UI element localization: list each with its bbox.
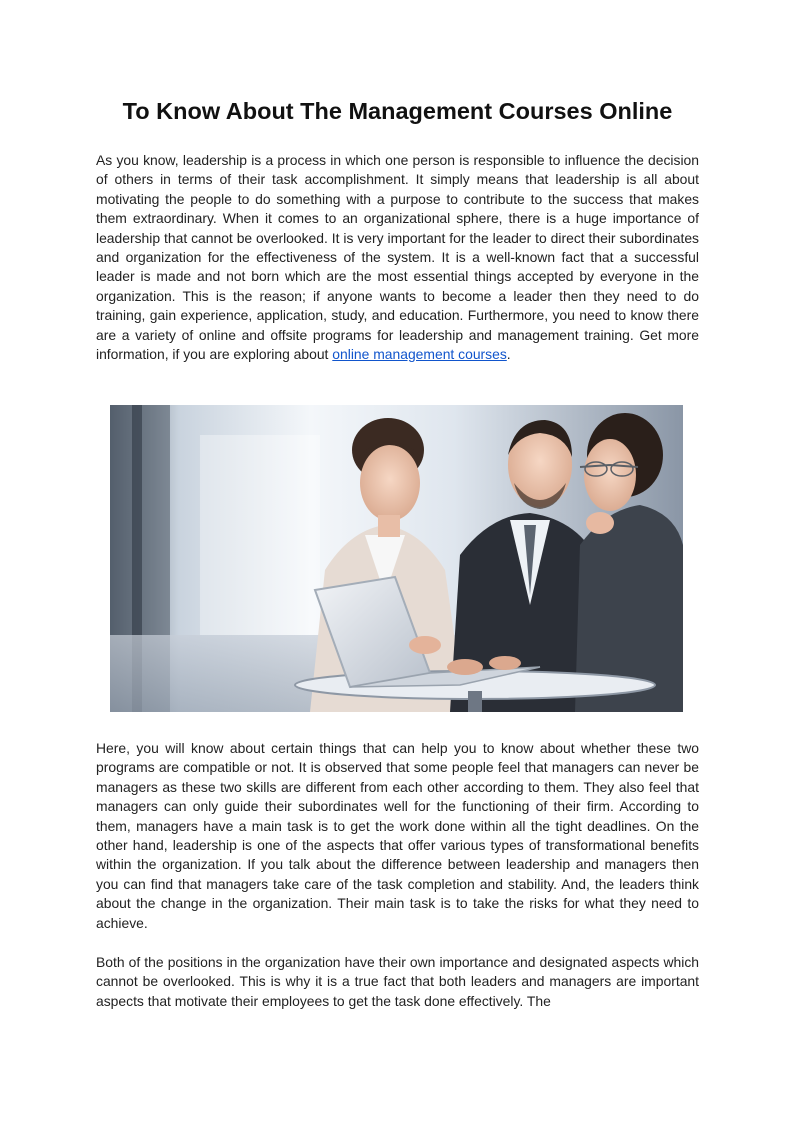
page-title: To Know About The Management Courses Online (122, 98, 673, 124)
paragraph-comparison: Here, you will know about certain things that can help you to know about whether these two programs are compatible or not. It is observed that some people feel that managers can never be managers as these two skills are different from each other according to them. They also feel that managers can only guide their subordinates well for the functioning of their firm. According to them, managers have a main task is to get the work done within all the tight deadlines. On the other hand, leadership is one of the aspects that offer various types of transformational benefits within the organization. If you talk about the difference between leadership and managers then you can find that managers take care of the task completion and stability. And, the leaders think about the change in the organization. Their main task is to take the risks for what they need to achieve. (96, 740, 699, 931)
paragraph-intro-text: As you know, leadership is a process in which one person is responsible to influence the decision of others in terms of their task accomplishment. It simply means that leadership is all about motivating the people to do something with a purpose to contribute to the success that makes them extraordinary. When it comes to an organizational sphere, there is a huge importance of leadership that cannot be overlooked. It is very important for the leader to direct their subordinates and organization for the effectiveness of the system. It is a well-known fact that a successful leader is made and not born which are the most essential things accepted by everyone in the organization. This is the reason; if anyone wants to become a leader then they need to do training, gain experience, application, study, and education. Furthermore, you need to know there are a variety of online and offsite programs for leadership and management training. Get more information, if you are exploring about (96, 152, 699, 363)
paragraph-positions: Both of the positions in the organization have their own importance and designated aspects which cannot be overlooked. This is why it is a true fact that both leaders and managers are important aspects that motivate their employees to get the task done effectively. The (96, 954, 699, 1009)
paragraph-intro (96, 151, 699, 364)
paragraph-intro-suffix: . (506, 346, 511, 363)
online-management-courses-link[interactable]: online management courses (332, 346, 507, 363)
business-team-photo (110, 405, 683, 712)
